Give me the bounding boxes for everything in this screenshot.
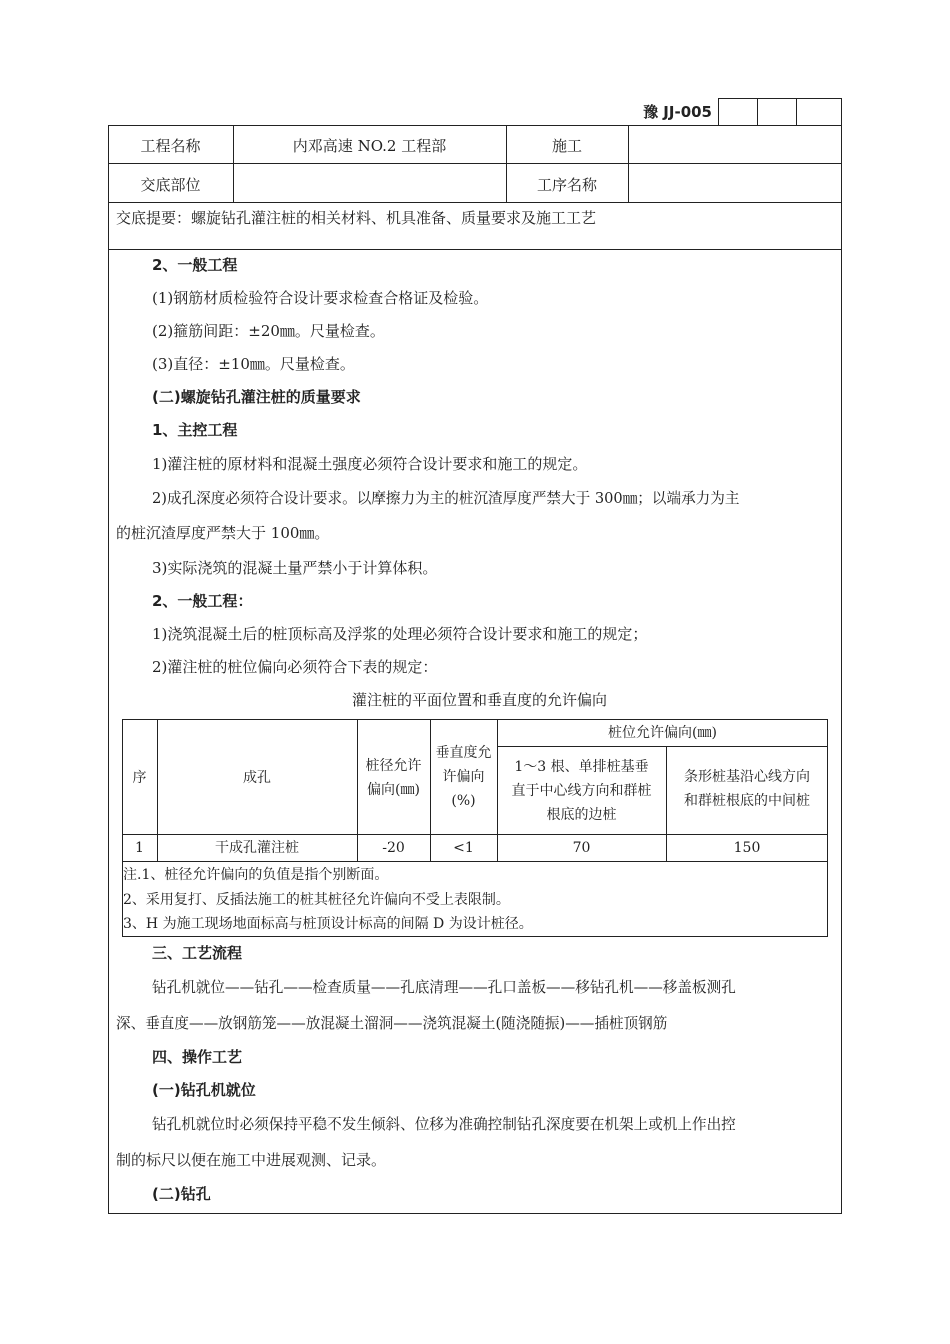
table-note: 2、采用复打、反插法施工的桩其桩径允许偏向不受上表限制。 (123, 892, 510, 908)
table-row-divider (122, 834, 828, 835)
disclosure-part-label: 交底部位 (140, 176, 201, 194)
heading-general-1: 2、一般工程 (152, 256, 238, 274)
table-header-pos-a-1: 1～3 根、单排桩基垂 (514, 759, 649, 775)
construction-label: 施工 (551, 137, 582, 155)
table-cell-hole: 干成孔灌注桩 (215, 840, 299, 856)
heading-process: 三、工艺流程 (152, 944, 243, 962)
heading-drill-position: (一)钻孔机就位 (152, 1081, 256, 1099)
table-note: 注.1、桩径允许偏向的负值是指个别断面。 (123, 867, 389, 883)
table-header-vert-3: (%) (451, 793, 476, 809)
table-header-vert-1: 垂直度允 (435, 745, 492, 761)
table-row-divider (497, 746, 828, 747)
table-cell-diam: -20 (382, 840, 405, 856)
header-divider-2 (108, 202, 842, 203)
project-name-value: 内邓高速 NO.2 工程部 (292, 137, 447, 155)
table-header-diam-1: 桩径允许 (365, 758, 422, 774)
heading-operation: 四、操作工艺 (152, 1048, 243, 1066)
heading-main-control: 1、主控工程 (152, 421, 238, 439)
project-name-label: 工程名称 (140, 137, 201, 155)
paragraph: 3)实际浇筑的混凝土量严禁小于计算体积。 (152, 559, 438, 577)
table-header-position: 桩位允许偏向(㎜) (608, 725, 717, 741)
paragraph: 1)浇筑混凝土后的桩顶标高及浮浆的处理必须符合设计要求和施工的规定； (152, 625, 648, 643)
header-divider-1 (108, 163, 842, 164)
summary-text: 交底提要：螺旋钻孔灌注桩的相关材料、机具准备、质量要求及施工工艺 (116, 209, 597, 227)
code-box-1 (718, 98, 758, 125)
paragraph: (1)钢筋材质检验符合设计要求检查合格证及检验。 (152, 289, 489, 307)
paragraph-continued: 的桩沉渣厚度严禁大于 100㎜。 (116, 524, 330, 542)
table-cell-pos-b: 150 (733, 840, 761, 856)
paragraph: 2)灌注桩的桩位偏向必须符合下表的规定： (152, 658, 438, 676)
table-header-diam-2: 偏向(㎜) (367, 782, 420, 798)
table-row-divider (122, 861, 828, 862)
table-note: 3、H 为施工现场地面标高与桩顶设计标高的间隔 D 为设计桩径。 (123, 916, 533, 932)
paragraph-continued: 深、垂直度——放钢筋笼——放混凝土溜洞——浇筑混凝土(随浇随振)——插桩顶钢筋 (116, 1015, 668, 1032)
table-header-vert-2: 许偏向 (442, 769, 485, 785)
document-code: 豫 JJ-005 (643, 103, 712, 121)
code-box-2 (757, 98, 797, 125)
table-header-pos-a-3: 根底的边桩 (546, 807, 617, 823)
code-box-3 (796, 98, 842, 125)
header-divider-3 (108, 249, 842, 250)
paragraph: 2)成孔深度必须符合设计要求。以摩擦力为主的桩沉渣厚度严禁大于 300㎜；以端承力为主 (152, 490, 740, 507)
heading-general-2: 2、一般工程： (152, 592, 253, 610)
table-cell-seq: 1 (135, 840, 144, 856)
paragraph: (3)直径：±10㎜。尺量检查。 (152, 355, 355, 373)
paragraph: 1)灌注桩的原材料和混凝土强度必须符合设计要求和施工的规定。 (152, 455, 588, 473)
process-name-label: 工序名称 (536, 176, 597, 194)
table-header-pos-b-2: 和群桩根底的中间桩 (684, 793, 810, 809)
table-header-pos-a-2: 直于中心线方向和群桩 (511, 783, 652, 799)
table-header-seq: 序 (132, 770, 147, 786)
table-title: 灌注桩的平面位置和垂直度的允许偏向 (352, 691, 608, 709)
table-header-hole: 成孔 (243, 770, 271, 786)
paragraph: 钻孔机就位时必须保持平稳不发生倾斜、位移为准确控制钻孔深度要在机架上或机上作出控 (152, 1116, 736, 1133)
heading-quality: (二)螺旋钻孔灌注桩的质量要求 (152, 388, 361, 406)
table-cell-vert: <1 (453, 840, 474, 856)
table-cell-pos-a: 70 (572, 840, 591, 856)
paragraph: (2)箍筋间距：±20㎜。尺量检查。 (152, 322, 385, 340)
table-header-pos-b-1: 条形桩基沿心线方向 (684, 769, 810, 785)
header-col-divider-3 (628, 125, 629, 202)
paragraph: 钻孔机就位——钻孔——检查质量——孔底清理——孔口盖板——移钻孔机——移盖板测孔 (152, 979, 736, 996)
heading-drilling: (二)钻孔 (152, 1185, 211, 1203)
paragraph-continued: 制的标尺以便在施工中进展观测、记录。 (116, 1151, 387, 1169)
